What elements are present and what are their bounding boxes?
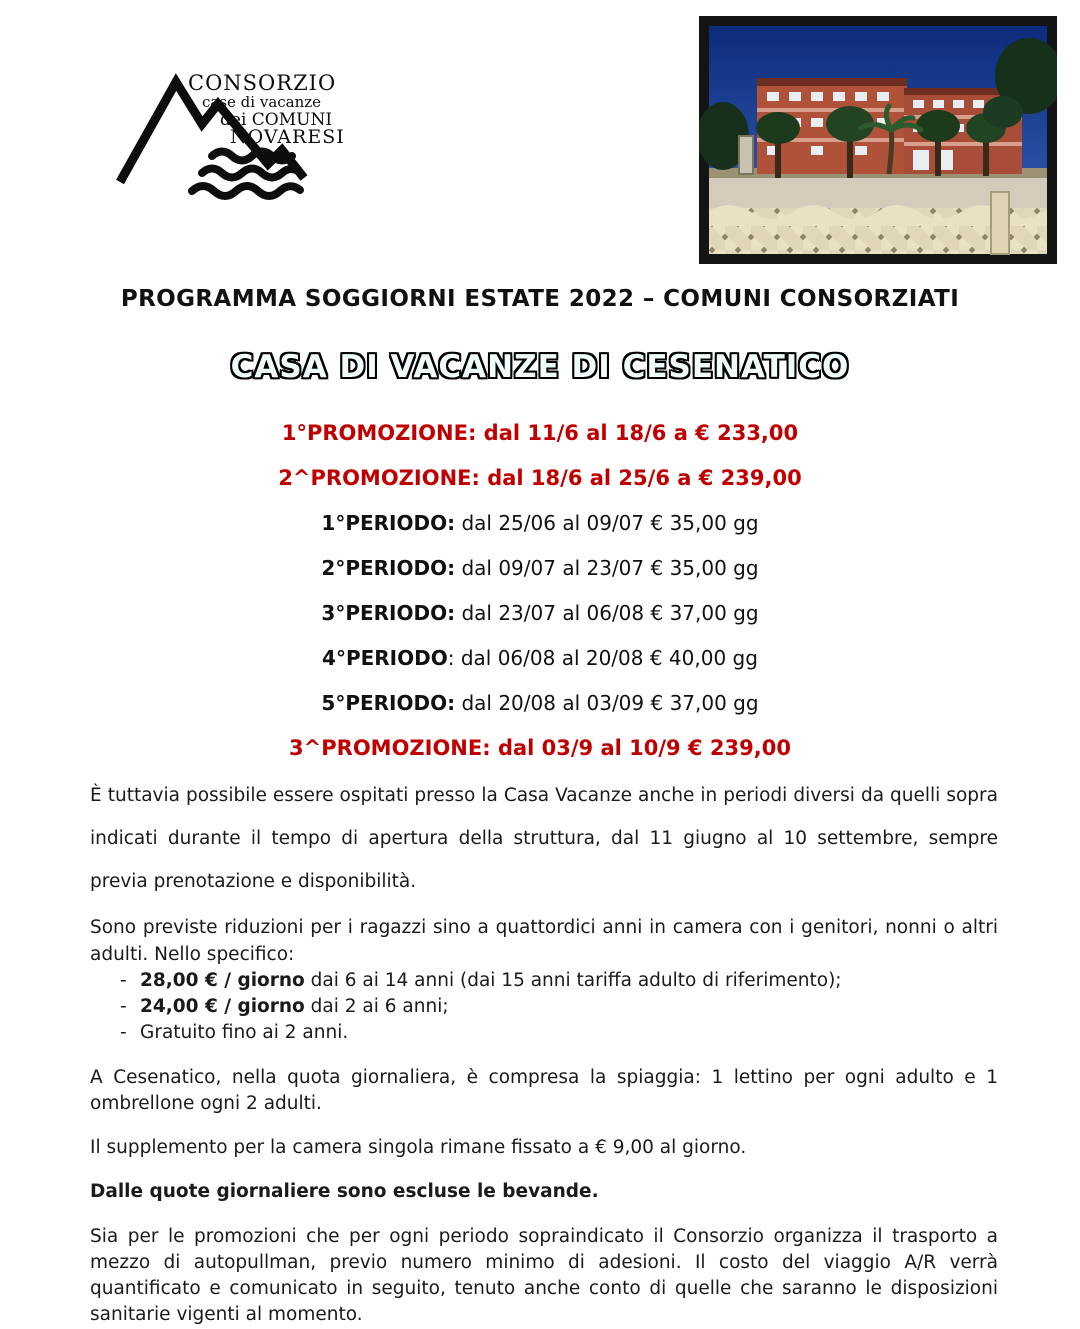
period-5-detail: dal 20/08 al 03/09 € 37,00 gg	[455, 691, 759, 715]
period-3-label: 3°PERIODO:	[321, 601, 456, 625]
page-header	[0, 0, 1080, 272]
consorzio-logo	[116, 60, 352, 204]
list-item-free-under-2	[90, 1020, 998, 1046]
page-title: PROGRAMMA SOGGIORNI ESTATE 2022 – COMUNI CONSORZIATI	[120, 286, 960, 312]
period-3-detail: dal 23/07 al 06/08 € 37,00 gg	[455, 601, 759, 625]
paragraph-transport: Sia per le promozioni che per ogni periodo sopraindicato il Consorzio organizza il trasporto a mezzo di autopullman, previo numero minimo di adesioni. Il costo del viaggio A/R verrà quantificato e comunicato in seguito, tenuto anche conto di quelle che saranno le disposizioni sanitarie vigenti al momento.	[90, 1225, 998, 1326]
list-item-rate-2-6	[90, 994, 998, 1020]
bullet-dash: -	[120, 1022, 127, 1044]
period-1-label: 1°PERIODO:	[321, 511, 456, 535]
bullet-dash: -	[120, 996, 127, 1018]
list-item-rate-6-14	[90, 968, 998, 994]
reductions-list	[90, 968, 998, 1047]
logo-line-2: case di vacanze	[202, 93, 322, 111]
promotion-line-3	[0, 736, 1080, 760]
promotion-3-label: 3^PROMOZIONE:	[289, 736, 491, 760]
period-line-5	[0, 691, 1080, 715]
promotion-1-detail: dal 11/6 al 18/6 a € 233,00	[476, 421, 799, 445]
building-photo	[699, 16, 1057, 264]
bullet-dash: -	[120, 969, 127, 991]
period-line-3	[0, 601, 1080, 625]
paragraph-single-room-supplement: Il supplemento per la camera singola rimane fissato a € 9,00 al giorno.	[90, 1137, 747, 1159]
waves-graphic	[192, 152, 300, 197]
page-subtitle: CASA DI VACANZE DI CESENATICO	[230, 349, 850, 385]
paragraph-beach-included: A Cesenatico, nella quota giornaliera, è compresa la spiaggia: 1 lettino per ogni adulto e 1 ombrellone ogni 2 adulti.	[90, 1066, 998, 1114]
period-1-detail: dal 25/06 al 09/07 € 35,00 gg	[455, 511, 759, 535]
period-2-detail: dal 09/07 al 23/07 € 35,00 gg	[455, 556, 759, 580]
logo-line-3: dei COMUNI	[220, 110, 333, 130]
promotion-1-label: 1°PROMOZIONE:	[281, 421, 477, 445]
logo-text	[188, 71, 345, 148]
promotion-2-detail: dal 18/6 al 25/6 a € 239,00	[479, 466, 802, 490]
promotion-line-1	[0, 421, 1080, 445]
period-4-label: 4°PERIODO	[322, 646, 448, 670]
promotion-line-2	[0, 466, 1080, 490]
list-item-text: Gratuito fino ai 2 anni.	[140, 1022, 349, 1044]
period-5-label: 5°PERIODO:	[321, 691, 456, 715]
logo-line-4: NOVARESI	[230, 126, 345, 148]
paragraph-drinks-excluded: Dalle quote giornaliere sono escluse le bevande.	[90, 1181, 599, 1203]
period-line-1	[0, 511, 1080, 535]
list-item-text: 24,00 € / giorno dai 2 ai 6 anni;	[140, 996, 449, 1018]
promotion-2-label: 2^PROMOZIONE:	[278, 466, 480, 490]
paragraph-availability: È tuttavia possibile essere ospitati presso la Casa Vacanze anche in periodi diversi da quelli sopra indicati durante il tempo di apertura della struttura, dal 11 giugno al 10 settembre, sempre previa prenotazione e disponibilità.	[90, 785, 998, 893]
body-text-section	[90, 774, 998, 1329]
rates-section	[0, 421, 1080, 760]
period-line-4	[0, 646, 1080, 670]
period-2-label: 2°PERIODO:	[321, 556, 456, 580]
promotion-3-detail: dal 03/9 al 10/9 € 239,00	[490, 736, 791, 760]
paragraph-reductions-intro: Sono previste riduzioni per i ragazzi sino a quattordici anni in camera con i genitori, nonni o altri adulti. Nello specifico:	[90, 917, 998, 965]
period-line-2	[0, 556, 1080, 580]
logo-line-1: CONSORZIO	[188, 71, 337, 95]
period-4-detail: : dal 06/08 al 20/08 € 40,00 gg	[447, 646, 758, 670]
list-item-text: 28,00 € / giorno dai 6 ai 14 anni (dai 15 anni tariffa adulto di riferimento);	[140, 969, 842, 991]
